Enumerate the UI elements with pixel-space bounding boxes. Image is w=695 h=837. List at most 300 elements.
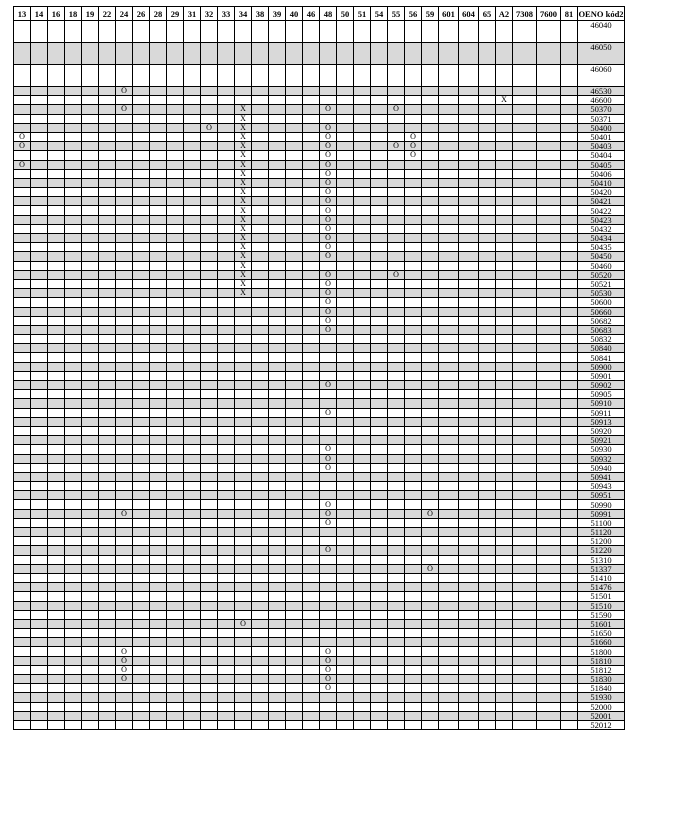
cell-48 — [320, 482, 337, 491]
cell-604 — [459, 399, 479, 408]
cell-39 — [269, 463, 286, 472]
cell-65 — [479, 583, 496, 592]
cell-16 — [48, 224, 65, 233]
cell-40 — [286, 656, 303, 665]
cell-7600 — [537, 684, 561, 693]
cell-40 — [286, 206, 303, 215]
cell-31 — [184, 178, 201, 187]
cell-33 — [218, 344, 235, 353]
cell-38 — [252, 114, 269, 123]
cell-14 — [31, 243, 48, 252]
cell-59 — [422, 114, 439, 123]
cell-51 — [354, 243, 371, 252]
cell-601 — [439, 270, 459, 279]
table-row — [14, 583, 625, 592]
oeno-code-cell: 50530 — [578, 289, 625, 298]
oeno-code-cell: 50943 — [578, 482, 625, 491]
cell-16 — [48, 206, 65, 215]
cell-50 — [337, 197, 354, 206]
cell-56: O — [405, 151, 422, 160]
cell-29 — [167, 289, 184, 298]
cell-40 — [286, 592, 303, 601]
cell-50 — [337, 215, 354, 224]
cell-40 — [286, 546, 303, 555]
cell-51 — [354, 537, 371, 546]
cell-38 — [252, 656, 269, 665]
cell-24 — [116, 65, 133, 87]
cell-29 — [167, 390, 184, 399]
cell-50 — [337, 43, 354, 65]
cell-13 — [14, 619, 31, 628]
cell-40 — [286, 243, 303, 252]
cell-50 — [337, 206, 354, 215]
cell-34 — [235, 445, 252, 454]
cell-A2 — [496, 702, 513, 711]
cell-65 — [479, 702, 496, 711]
cell-604 — [459, 206, 479, 215]
cell-26 — [133, 362, 150, 371]
cell-7600 — [537, 436, 561, 445]
cell-59 — [422, 178, 439, 187]
cell-22 — [99, 463, 116, 472]
cell-604 — [459, 711, 479, 720]
cell-19 — [82, 151, 99, 160]
cell-28 — [150, 234, 167, 243]
cell-56 — [405, 619, 422, 628]
cell-16 — [48, 243, 65, 252]
cell-7600 — [537, 528, 561, 537]
cell-A2 — [496, 665, 513, 674]
cell-51 — [354, 675, 371, 684]
cell-56 — [405, 270, 422, 279]
cell-51 — [354, 472, 371, 481]
cell-16 — [48, 491, 65, 500]
cell-24 — [116, 472, 133, 481]
cell-33 — [218, 426, 235, 435]
cell-56 — [405, 215, 422, 224]
cell-56 — [405, 279, 422, 288]
cell-7308 — [513, 417, 537, 426]
cell-65 — [479, 298, 496, 307]
cell-601 — [439, 169, 459, 178]
cell-59 — [422, 215, 439, 224]
cell-14 — [31, 96, 48, 105]
cell-50 — [337, 224, 354, 233]
cell-39 — [269, 43, 286, 65]
cell-38 — [252, 123, 269, 132]
oeno-code-cell: 51800 — [578, 647, 625, 656]
cell-54 — [371, 610, 388, 619]
cell-46 — [303, 647, 320, 656]
oeno-code-cell: 50423 — [578, 215, 625, 224]
oeno-code-cell: 50940 — [578, 463, 625, 472]
cell-65 — [479, 132, 496, 141]
cell-601 — [439, 43, 459, 65]
cell-56 — [405, 445, 422, 454]
cell-18 — [65, 142, 82, 151]
cell-14 — [31, 206, 48, 215]
cell-55 — [388, 160, 405, 169]
cell-34 — [235, 362, 252, 371]
cell-51 — [354, 454, 371, 463]
cell-26 — [133, 500, 150, 509]
cell-39 — [269, 564, 286, 573]
oeno-code-cell: 46050 — [578, 43, 625, 65]
cell-16 — [48, 335, 65, 344]
cell-7308 — [513, 21, 537, 43]
cell-50 — [337, 307, 354, 316]
cell-18 — [65, 573, 82, 582]
cell-16 — [48, 142, 65, 151]
cell-55 — [388, 601, 405, 610]
cell-40 — [286, 711, 303, 720]
cell-33 — [218, 518, 235, 527]
cell-19 — [82, 105, 99, 114]
cell-31 — [184, 619, 201, 628]
header-col-81: 81 — [561, 7, 578, 21]
cell-13 — [14, 702, 31, 711]
cell-48 — [320, 96, 337, 105]
cell-48: O — [320, 178, 337, 187]
cell-59: O — [422, 564, 439, 573]
cell-56 — [405, 408, 422, 417]
cell-29 — [167, 252, 184, 261]
cell-604 — [459, 169, 479, 178]
table-row — [14, 491, 625, 500]
cell-40 — [286, 390, 303, 399]
cell-34 — [235, 601, 252, 610]
cell-19 — [82, 592, 99, 601]
cell-16 — [48, 96, 65, 105]
cell-38 — [252, 298, 269, 307]
cell-13 — [14, 675, 31, 684]
cell-29 — [167, 371, 184, 380]
cell-22 — [99, 390, 116, 399]
cell-29 — [167, 720, 184, 729]
cell-22 — [99, 454, 116, 463]
cell-38 — [252, 261, 269, 270]
header-oeno-code: OENO kód2 — [578, 8, 624, 19]
cell-26 — [133, 142, 150, 151]
cell-38 — [252, 555, 269, 564]
cell-604 — [459, 472, 479, 481]
table-row — [14, 142, 625, 151]
oeno-code-cell: 50932 — [578, 454, 625, 463]
cell-604 — [459, 638, 479, 647]
cell-65 — [479, 335, 496, 344]
cell-65 — [479, 417, 496, 426]
cell-81 — [561, 711, 578, 720]
cell-54 — [371, 224, 388, 233]
cell-54 — [371, 720, 388, 729]
cell-59 — [422, 151, 439, 160]
cell-28 — [150, 96, 167, 105]
cell-65 — [479, 720, 496, 729]
cell-22 — [99, 114, 116, 123]
cell-81 — [561, 390, 578, 399]
cell-81 — [561, 151, 578, 160]
cell-24 — [116, 684, 133, 693]
cell-7600 — [537, 518, 561, 527]
cell-40 — [286, 629, 303, 638]
cell-19 — [82, 583, 99, 592]
cell-55 — [388, 188, 405, 197]
cell-13 — [14, 261, 31, 270]
cell-18 — [65, 638, 82, 647]
cell-48 — [320, 114, 337, 123]
cell-55 — [388, 151, 405, 160]
cell-22 — [99, 289, 116, 298]
cell-38 — [252, 132, 269, 141]
cell-46 — [303, 178, 320, 187]
cell-28 — [150, 381, 167, 390]
cell-601 — [439, 21, 459, 43]
cell-50 — [337, 454, 354, 463]
cell-28 — [150, 142, 167, 151]
cell-55 — [388, 169, 405, 178]
cell-59 — [422, 647, 439, 656]
cell-55 — [388, 491, 405, 500]
cell-18 — [65, 537, 82, 546]
cell-56 — [405, 169, 422, 178]
cell-56 — [405, 509, 422, 518]
oeno-code-cell: 50905 — [578, 390, 625, 399]
cell-13 — [14, 96, 31, 105]
cell-26 — [133, 234, 150, 243]
cell-601 — [439, 261, 459, 270]
cell-32 — [201, 629, 218, 638]
cell-7308 — [513, 601, 537, 610]
cell-51 — [354, 408, 371, 417]
cell-40 — [286, 160, 303, 169]
cell-7308 — [513, 702, 537, 711]
cell-24 — [116, 417, 133, 426]
cell-28 — [150, 399, 167, 408]
cell-33 — [218, 87, 235, 96]
cell-24 — [116, 445, 133, 454]
cell-38 — [252, 491, 269, 500]
cell-54 — [371, 362, 388, 371]
cell-31 — [184, 381, 201, 390]
cell-22 — [99, 445, 116, 454]
cell-48: O — [320, 325, 337, 334]
cell-40 — [286, 279, 303, 288]
cell-48 — [320, 610, 337, 619]
cell-50 — [337, 243, 354, 252]
cell-65 — [479, 684, 496, 693]
cell-40 — [286, 610, 303, 619]
cell-22 — [99, 188, 116, 197]
cell-48: O — [320, 675, 337, 684]
cell-50 — [337, 564, 354, 573]
cell-22 — [99, 436, 116, 445]
cell-34 — [235, 629, 252, 638]
cell-A2 — [496, 353, 513, 362]
cell-24 — [116, 197, 133, 206]
cell-14 — [31, 656, 48, 665]
cell-7600 — [537, 463, 561, 472]
cell-24 — [116, 528, 133, 537]
cell-54 — [371, 592, 388, 601]
cell-13 — [14, 665, 31, 674]
cell-51 — [354, 647, 371, 656]
table-row — [14, 702, 625, 711]
cell-59 — [422, 298, 439, 307]
cell-65 — [479, 665, 496, 674]
cell-55 — [388, 390, 405, 399]
cell-22 — [99, 344, 116, 353]
cell-54 — [371, 316, 388, 325]
cell-65 — [479, 399, 496, 408]
table-row — [14, 601, 625, 610]
cell-26 — [133, 720, 150, 729]
cell-A2 — [496, 87, 513, 96]
cell-65 — [479, 114, 496, 123]
cell-18 — [65, 665, 82, 674]
cell-22 — [99, 555, 116, 564]
cell-29 — [167, 197, 184, 206]
table-row — [14, 325, 625, 334]
cell-59 — [422, 684, 439, 693]
cell-46 — [303, 491, 320, 500]
cell-604 — [459, 87, 479, 96]
cell-48: O — [320, 169, 337, 178]
cell-31 — [184, 509, 201, 518]
cell-7308 — [513, 564, 537, 573]
cell-39 — [269, 665, 286, 674]
cell-32 — [201, 491, 218, 500]
cell-55 — [388, 252, 405, 261]
cell-59 — [422, 307, 439, 316]
cell-7600 — [537, 537, 561, 546]
cell-601 — [439, 298, 459, 307]
cell-19 — [82, 675, 99, 684]
cell-39 — [269, 261, 286, 270]
cell-7600 — [537, 65, 561, 87]
cell-32 — [201, 151, 218, 160]
cell-33 — [218, 537, 235, 546]
cell-56 — [405, 234, 422, 243]
oeno-code-cell: 51650 — [578, 629, 625, 638]
cell-16 — [48, 417, 65, 426]
cell-22 — [99, 316, 116, 325]
cell-13 — [14, 583, 31, 592]
cell-46 — [303, 21, 320, 43]
cell-59 — [422, 601, 439, 610]
cell-55 — [388, 656, 405, 665]
cell-7600 — [537, 408, 561, 417]
cell-601 — [439, 188, 459, 197]
cell-51 — [354, 188, 371, 197]
cell-33 — [218, 261, 235, 270]
cell-A2 — [496, 114, 513, 123]
cell-33 — [218, 224, 235, 233]
cell-18 — [65, 592, 82, 601]
cell-A2 — [496, 601, 513, 610]
cell-46 — [303, 518, 320, 527]
cell-24 — [116, 261, 133, 270]
cell-18 — [65, 43, 82, 65]
cell-7600 — [537, 555, 561, 564]
cell-55 — [388, 500, 405, 509]
cell-14 — [31, 601, 48, 610]
table-row — [14, 711, 625, 720]
cell-54 — [371, 279, 388, 288]
table-row — [14, 399, 625, 408]
table-row — [14, 436, 625, 445]
cell-56 — [405, 344, 422, 353]
cell-54 — [371, 656, 388, 665]
cell-48 — [320, 371, 337, 380]
cell-39 — [269, 454, 286, 463]
cell-28 — [150, 720, 167, 729]
cell-39 — [269, 408, 286, 417]
cell-19 — [82, 426, 99, 435]
cell-7600 — [537, 316, 561, 325]
cell-29 — [167, 509, 184, 518]
cell-56 — [405, 426, 422, 435]
cell-18 — [65, 399, 82, 408]
cell-19 — [82, 702, 99, 711]
cell-65 — [479, 307, 496, 316]
oeno-code-cell: 50520 — [578, 270, 625, 279]
cell-46 — [303, 371, 320, 380]
cell-59 — [422, 436, 439, 445]
cell-19 — [82, 408, 99, 417]
cell-34: X — [235, 261, 252, 270]
cell-601 — [439, 610, 459, 619]
cell-40 — [286, 298, 303, 307]
cell-19 — [82, 555, 99, 564]
cell-601 — [439, 619, 459, 628]
cell-33 — [218, 105, 235, 114]
cell-65 — [479, 546, 496, 555]
cell-33 — [218, 500, 235, 509]
cell-14 — [31, 353, 48, 362]
cell-18 — [65, 335, 82, 344]
cell-A2 — [496, 178, 513, 187]
cell-65 — [479, 21, 496, 43]
cell-38 — [252, 601, 269, 610]
cell-29 — [167, 114, 184, 123]
cell-19 — [82, 610, 99, 619]
cell-50 — [337, 463, 354, 472]
cell-18 — [65, 325, 82, 334]
cell-13 — [14, 564, 31, 573]
cell-29 — [167, 619, 184, 628]
cell-46 — [303, 537, 320, 546]
cell-13 — [14, 114, 31, 123]
cell-A2 — [496, 500, 513, 509]
cell-51 — [354, 132, 371, 141]
cell-56 — [405, 371, 422, 380]
cell-31 — [184, 160, 201, 169]
cell-22 — [99, 298, 116, 307]
cell-32 — [201, 224, 218, 233]
cell-56 — [405, 206, 422, 215]
cell-50 — [337, 702, 354, 711]
cell-50 — [337, 656, 354, 665]
cell-29 — [167, 261, 184, 270]
oeno-code-cell: 51840 — [578, 684, 625, 693]
cell-48: O — [320, 243, 337, 252]
cell-48 — [320, 491, 337, 500]
cell-55 — [388, 215, 405, 224]
cell-38 — [252, 105, 269, 114]
oeno-code-cell: 50911 — [578, 408, 625, 417]
cell-65 — [479, 160, 496, 169]
cell-13 — [14, 289, 31, 298]
